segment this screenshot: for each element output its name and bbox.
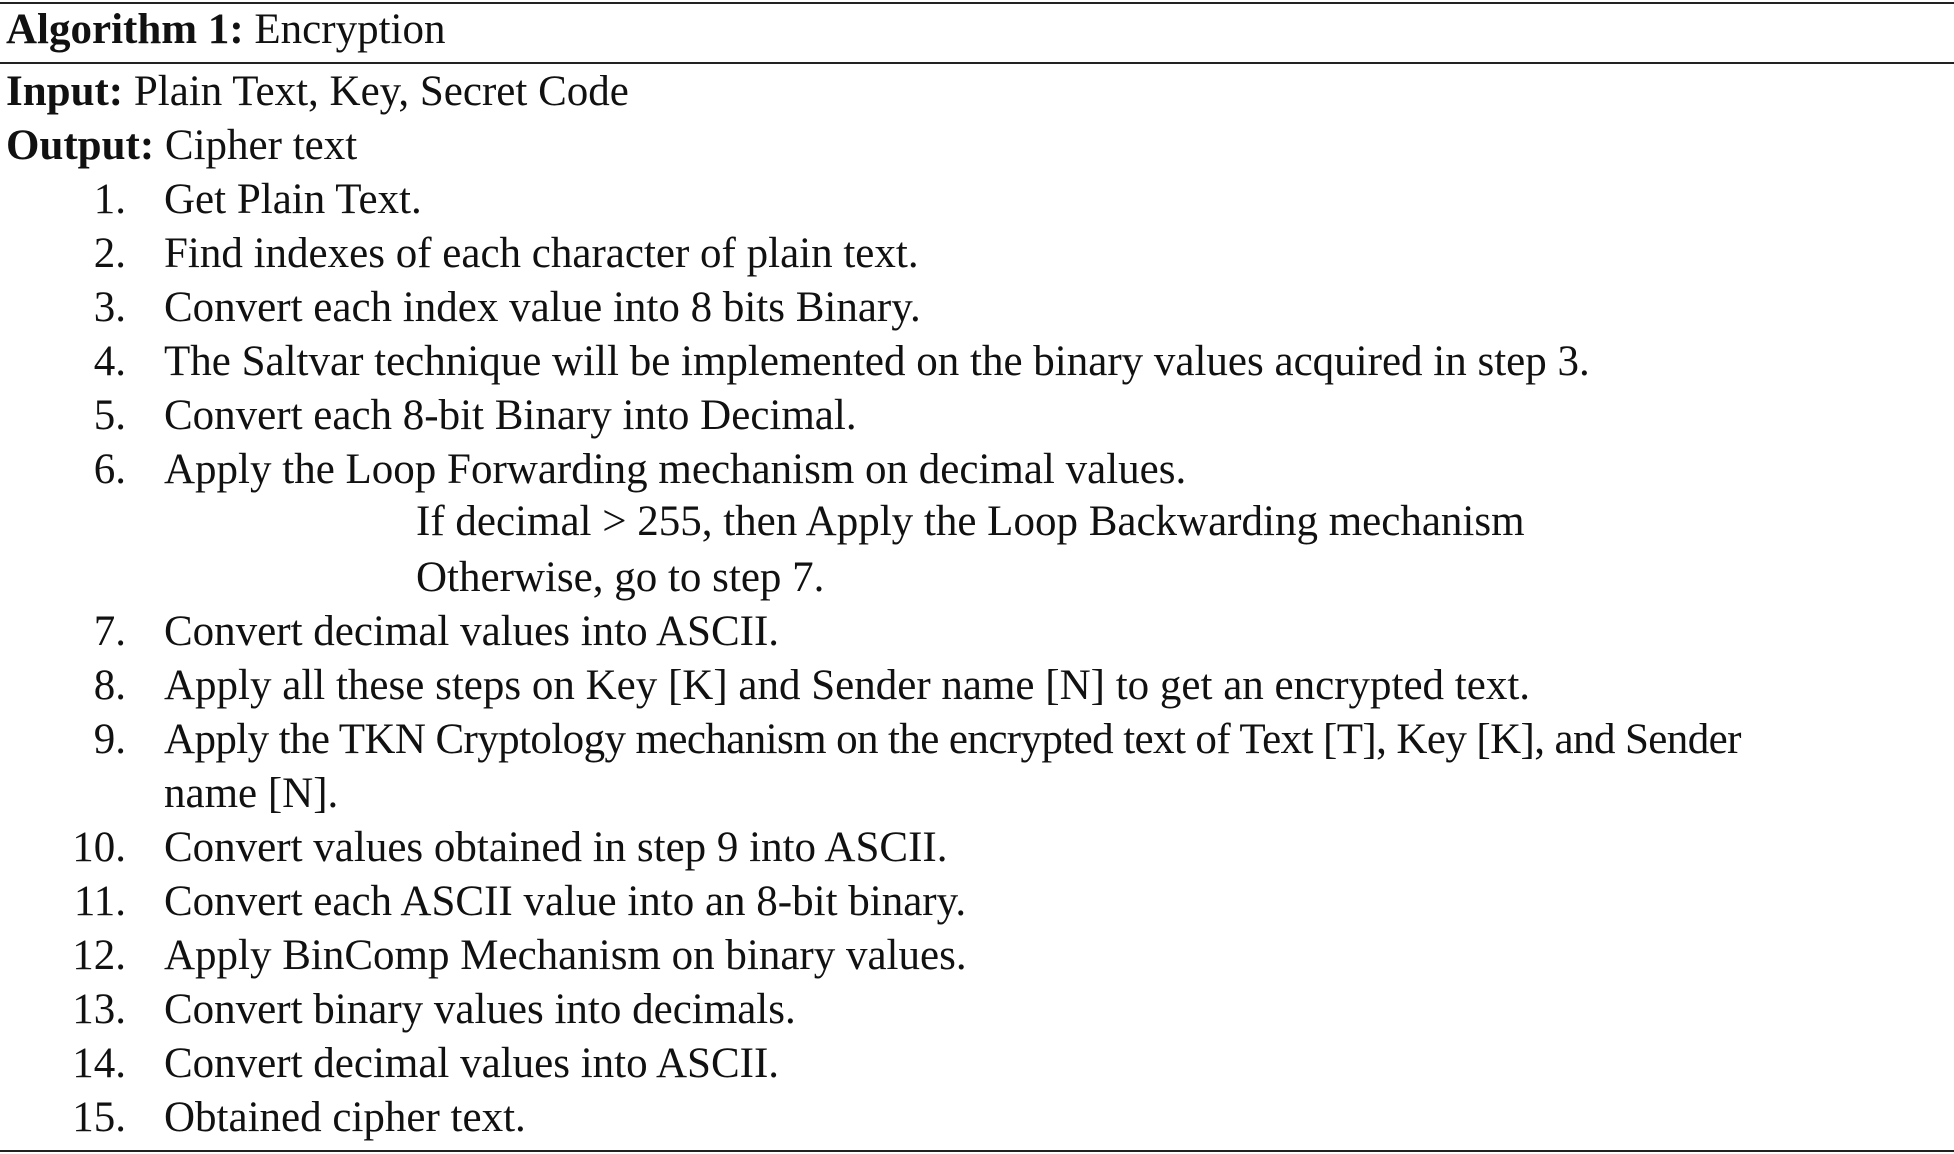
step-text: Convert decimal values into ASCII. xyxy=(164,608,780,655)
step-text: Find indexes of each character of plain text. xyxy=(164,230,919,277)
step-text: Apply BinComp Mechanism on binary values. xyxy=(164,932,967,979)
step-number: 5. xyxy=(93,392,126,439)
input-label: Input: xyxy=(6,68,124,115)
step-number: 13. xyxy=(72,986,126,1033)
step-text: Convert values obtained in step 9 into ASCII. xyxy=(164,824,948,871)
step-text: Convert each ASCII value into an 8-bit binary. xyxy=(164,878,967,925)
bottom-rule xyxy=(0,1150,1954,1152)
step-sub-line: If decimal > 255, then Apply the Loop Backwarding mechanism xyxy=(416,498,1525,545)
step-text: Convert decimal values into ASCII. xyxy=(164,1040,780,1087)
step-text: Apply the TKN Cryptology mechanism on the encrypted text of Text [T], Key [K], and Sender xyxy=(164,716,1741,763)
step-number: 2. xyxy=(93,230,126,277)
step-number: 15. xyxy=(72,1094,126,1141)
step-number: 12. xyxy=(72,932,126,979)
step-text: Convert binary values into decimals. xyxy=(164,986,796,1033)
step-number: 9. xyxy=(93,716,126,763)
step-number: 11. xyxy=(73,878,126,925)
step-number: 4. xyxy=(93,338,126,385)
step-text: Get Plain Text. xyxy=(164,176,422,223)
input-line xyxy=(6,66,629,118)
step-number: 10. xyxy=(72,824,126,871)
step-number: 6. xyxy=(93,446,126,493)
step-number: 8. xyxy=(93,662,126,709)
algorithm-title-label: Algorithm 1: xyxy=(6,6,244,53)
step-number: 14. xyxy=(72,1040,126,1087)
step-text: The Saltvar technique will be implemented on the binary values acquired in step 3. xyxy=(164,338,1590,385)
step-number: 7. xyxy=(93,608,126,655)
step-text-continuation: name [N]. xyxy=(164,770,339,817)
step-number: 1. xyxy=(93,176,126,223)
header-rule xyxy=(0,62,1954,64)
output-label: Output: xyxy=(6,122,155,169)
step-sub-line: Otherwise, go to step 7. xyxy=(416,554,825,601)
algorithm-title-text: Encryption xyxy=(254,6,446,53)
algorithm-title xyxy=(6,4,445,56)
step-text: Convert each index value into 8 bits Binary. xyxy=(164,284,921,331)
step-text: Convert each 8-bit Binary into Decimal. xyxy=(164,392,857,439)
step-text: Obtained cipher text. xyxy=(164,1094,526,1141)
step-number: 3. xyxy=(93,284,126,331)
step-text: Apply all these steps on Key [K] and Sender name [N] to get an encrypted text. xyxy=(164,662,1531,709)
output-line xyxy=(6,120,357,172)
input-text: Plain Text, Key, Secret Code xyxy=(133,68,629,115)
step-text: Apply the Loop Forwarding mechanism on decimal values. xyxy=(164,446,1187,493)
output-text: Cipher text xyxy=(164,122,358,169)
